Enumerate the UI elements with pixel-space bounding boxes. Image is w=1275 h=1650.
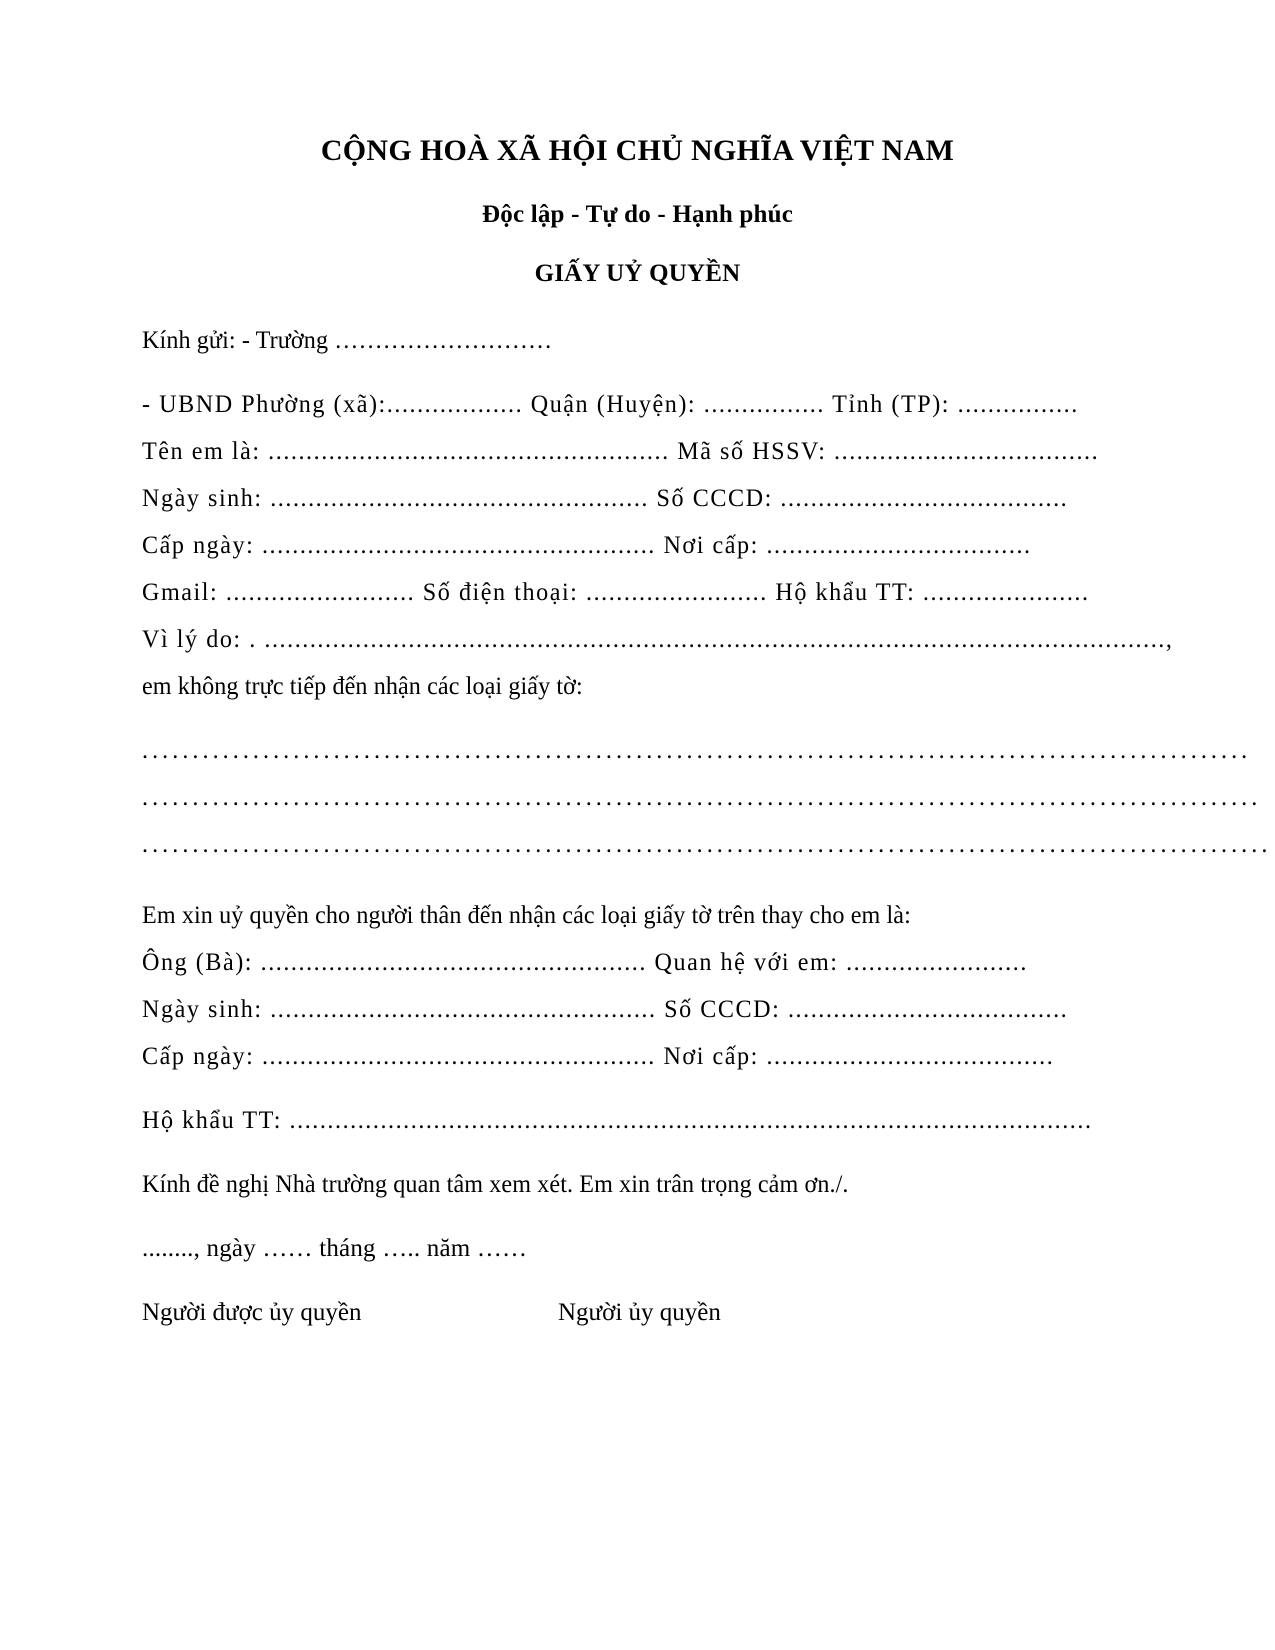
closing-date-line: ........, ngày …… tháng ….. năm …… xyxy=(142,1235,528,1262)
student-name-id-line: Tên em là: ..................................................... Mã số HSSV: ................................... xyxy=(142,438,1100,465)
signature-label-delegate: Người được ủy quyền xyxy=(142,1299,362,1326)
recipient-ward-line: - UBND Phường (xã):.................. Quận (Huyện): ................ Tỉnh (TP): ................ xyxy=(142,391,1079,418)
spacer xyxy=(142,868,1062,892)
spacer xyxy=(142,1080,1062,1097)
delegation-intro-line: Em xin uỷ quyền cho người thân đến nhận các loại giấy tờ trên thay cho em là: xyxy=(142,902,911,929)
blank-line-1: .............................................................................................................. xyxy=(142,737,1252,764)
spacer xyxy=(142,710,1062,727)
student-issue-line: Cấp ngày: .................................................... Nơi cấp: ................................... xyxy=(142,532,1032,559)
signature-row xyxy=(142,1289,1062,1336)
delegate-household-line: Hộ khẩu TT: .......................................................................................................... xyxy=(142,1107,1093,1134)
student-contact-line: Gmail: ......................... Số điện thoại: ........................ Hộ khẩu TT: ...................... xyxy=(142,579,1090,606)
document-body xyxy=(142,317,1272,1336)
blank-line-3: ................................................................................................................ xyxy=(142,831,1272,858)
national-motto: Độc lập - Tự do - Hạnh phúc xyxy=(482,200,793,228)
student-dob-cccd-line: Ngày sinh: .................................................. Số CCCD: ...................................... xyxy=(142,485,1069,512)
page-title: GIẤY UỶ QUYỀN xyxy=(534,259,741,287)
blank-line-2: ............................................................................................................... xyxy=(142,784,1262,811)
signature-label-delegator: Người ủy quyền xyxy=(558,1299,721,1326)
closing-request-line: Kính đề nghị Nhà trường quan tâm xem xét. Em xin trân trọng cảm ơn./. xyxy=(142,1171,849,1198)
delegate-issue-line: Cấp ngày: .................................................... Nơi cấp: ...................................... xyxy=(142,1043,1055,1070)
delegate-dob-cccd-line: Ngày sinh: ................................................... Số CCCD: ..................................... xyxy=(142,996,1069,1023)
spacer xyxy=(142,1144,1062,1161)
spacer xyxy=(142,1272,1062,1289)
document-header xyxy=(0,132,1275,288)
recipient-school-line: Kính gửi: - Trường ……………………… xyxy=(142,327,553,354)
spacer xyxy=(142,1208,1062,1225)
spacer xyxy=(142,364,1062,381)
delegate-name-relation-line: Ông (Bà): ................................................... Quan hệ với em: ........................ xyxy=(142,949,1028,976)
national-title: CỘNG HOÀ XÃ HỘI CHỦ NGHĨA VIỆT NAM xyxy=(320,134,955,167)
reason-line: Vì lý do: . ......................................................................................................................., xyxy=(142,626,1174,653)
cannot-collect-line: em không trực tiếp đến nhận các loại giấy tờ: xyxy=(142,673,583,700)
